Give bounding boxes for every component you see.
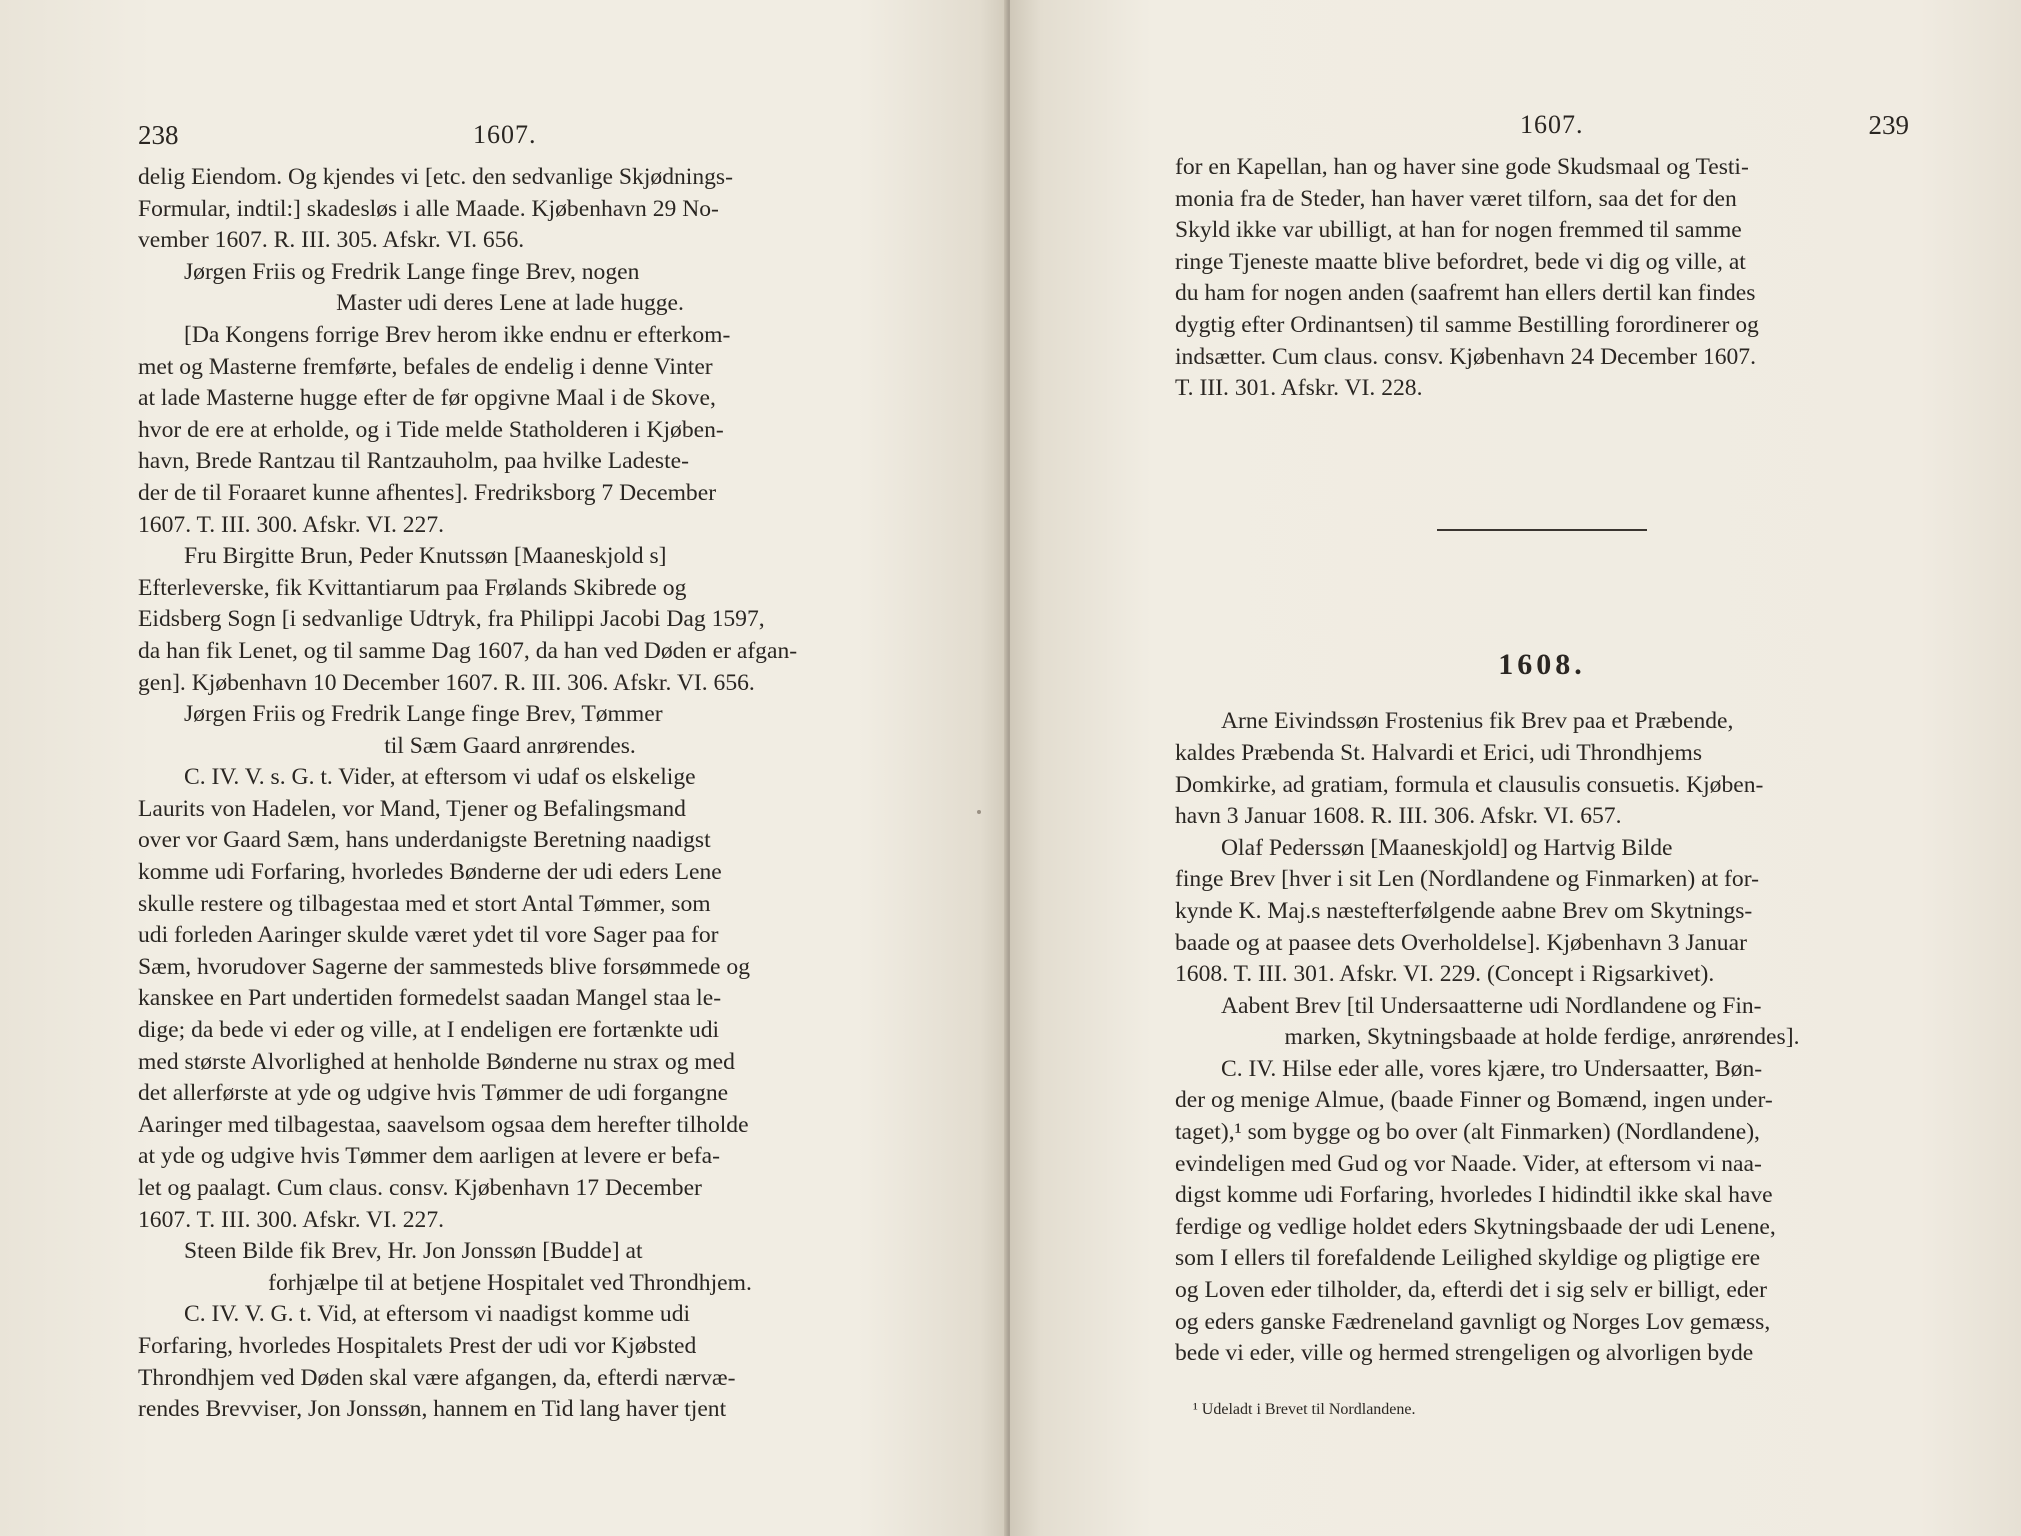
page-number: 239	[1868, 110, 1909, 140]
text-line: dige; da bede vi eder og ville, at I endeligen ere fortænkte udi	[138, 1017, 720, 1044]
text-line: let og paalagt. Cum claus. consv. Kjøbenhavn 17 December	[138, 1175, 702, 1201]
entry-heading: Master udi deres Lene at lade hugge.	[336, 290, 684, 317]
text-line: komme udi Forfaring, hvorledes Bønderne der udi eders Lene	[138, 859, 722, 886]
text-line: Skyld ikke var ubilligt, at han for nogen fremmed til samme	[1175, 217, 1742, 244]
text-line: havn 3 Januar 1608. R. III. 306. Afskr. VI. 657.	[1175, 803, 1622, 830]
text-line: Formular, indtil:] skadesløs i alle Maade. Kjøbenhavn 29 No-	[138, 195, 719, 222]
text-line: og eders ganske Fædreneland gavnligt og Norges Lov gemæss,	[1175, 1308, 1771, 1335]
entry-heading: Aabent Brev [til Undersaatterne udi Nordlandene og Fin-	[1221, 992, 1762, 1019]
text-line: for en Kapellan, han og haver sine gode Skudsmaal og Testi-	[1175, 154, 1749, 180]
text-line: Sæm, hvorudover Sagerne der sammesteds blive forsømmede og	[138, 953, 750, 980]
entry-heading: Jørgen Friis og Fredrik Lange finge Brev, nogen	[184, 258, 640, 285]
entry-heading: Fru Birgitte Brun, Peder Knutssøn [Maaneskjold s]	[184, 543, 667, 570]
entry-heading: forhjælpe til at betjene Hospitalet ved Throndhjem.	[268, 1269, 752, 1296]
text-line: at lade Masterne hugge efter de før opgivne Maal i de Skove,	[138, 385, 716, 412]
text-line: rendes Brevviser, Jon Jonssøn, hannem en Tid lang haver tjent	[138, 1396, 727, 1423]
right-page-header	[1175, 102, 1909, 152]
text-line: T. III. 301. Afskr. VI. 228.	[1175, 375, 1423, 402]
text-line: taget),¹ som bygge og bo over (alt Finmarken) (Nordlandene),	[1175, 1119, 1760, 1146]
text-line: kanskee en Part undertiden formedelst saadan Mangel staa le-	[138, 985, 722, 1012]
text-line: Forfaring, hvorledes Hospitalets Prest der udi vor Kjøbsted	[138, 1332, 697, 1359]
text-line: over vor Gaard Sæm, hans underdanigste Beretning naadigst	[138, 827, 711, 854]
text-line: Domkirke, ad gratiam, formula et clausulis consuetis. Kjøben-	[1175, 771, 1764, 798]
text-line: monia fra de Steder, han haver været tilforn, saa det for den	[1175, 185, 1737, 212]
text-line: 1607. T. III. 300. Afskr. VI. 227.	[138, 1206, 445, 1233]
text-line: C. IV. V. G. t. Vid, at eftersom vi naadigst komme udi	[184, 1301, 691, 1328]
footnote: ¹ Udeladt i Brevet til Nordlandene.	[1193, 1400, 1416, 1418]
text-line: digst komme udi Forfaring, hvorledes I hidindtil ikke skal have	[1175, 1182, 1773, 1209]
text-line: ferdige og vedlige holdet eders Skytningsbaade der udi Lenene,	[1175, 1213, 1776, 1240]
running-year: 1607.	[1520, 110, 1584, 139]
page-number: 238	[138, 120, 179, 150]
text-line: og Loven eder tilholder, da, efterdi det i sig selv er billigt, eder	[1175, 1277, 1767, 1304]
text-line: Eidsberg Sogn [i sedvanlige Udtryk, fra Philippi Jacobi Dag 1597,	[138, 606, 765, 633]
text-line: da han fik Lenet, og til samme Dag 1607, da han ved Døden er afgan-	[138, 637, 798, 664]
text-line: Aaringer med tilbagestaa, saavelsom ogsaa dem herefter tilholde	[138, 1111, 749, 1138]
text-line: det allerførste at yde og udgive hvis Tømmer de udi forgangne	[138, 1080, 729, 1107]
text-line: Laurits von Hadelen, vor Mand, Tjener og Befalingsmand	[138, 795, 686, 822]
left-page-body	[138, 162, 882, 1426]
entry-heading: til Sæm Gaard anrørendes.	[384, 732, 636, 759]
text-line: evindeligen med Gud og vor Naade. Vider, at eftersom vi naa-	[1175, 1150, 1762, 1177]
text-line: kynde K. Maj.s næstefterfølgende aabne Brev om Skytnings-	[1175, 897, 1753, 924]
text-line: havn, Brede Rantzau til Rantzauholm, paa hvilke Ladeste-	[138, 448, 689, 475]
text-line: udi forleden Aaringer skulde været ydet til vore Sager paa for	[138, 922, 719, 949]
text-line: 1608. T. III. 301. Afskr. VI. 229. (Concept i Rigsarkivet).	[1175, 961, 1715, 988]
text-line: hvor de ere at erholde, og i Tide melde Statholderen i Kjøben-	[138, 416, 724, 443]
entry-heading: Olaf Pederssøn [Maaneskjold] og Hartvig Bilde	[1221, 834, 1673, 861]
text-line: at yde og udgive hvis Tømmer dem aarligen at levere er befa-	[138, 1143, 720, 1170]
section-year-heading: 1608.	[1498, 647, 1586, 681]
text-line: Throndhjem ved Døden skal være afgangen, da, efterdi nærvæ-	[138, 1364, 736, 1391]
text-line: der de til Foraaret kunne afhentes]. Fredriksborg 7 December	[138, 479, 717, 506]
text-line: Efterleverske, fik Kvittantiarum paa Frølands Skibrede og	[138, 574, 687, 601]
text-line: som I ellers til forefaldende Leilighed skyldige og pligtige ere	[1175, 1245, 1761, 1272]
text-line: du ham for nogen anden (saafremt han ellers dertil kan findes	[1175, 280, 1756, 307]
text-line: [Da Kongens forrige Brev herom ikke endnu er efterkom-	[184, 321, 731, 348]
text-line: der og menige Almue, (baade Finner og Bomænd, ingen under-	[1175, 1087, 1773, 1114]
section-divider	[1437, 529, 1647, 531]
text-line: baade og at paasee dets Overholdelse]. Kjøbenhavn 3 Januar	[1175, 929, 1747, 956]
entry-heading: marken, Skytningsbaade at holde ferdige, anrørendes].	[1284, 1024, 1800, 1051]
running-year: 1607.	[473, 120, 537, 149]
text-line: skulle restere og tilbagestaa med et stort Antal Tømmer, som	[138, 890, 711, 917]
entry-heading: Jørgen Friis og Fredrik Lange finge Brev, Tømmer	[184, 701, 663, 728]
text-line: finge Brev [hver i sit Len (Nordlandene og Finmarken) at for-	[1175, 866, 1759, 893]
text-line: ringe Tjeneste maatte blive befordret, bede vi dig og ville, at	[1175, 248, 1746, 275]
text-line: indsætter. Cum claus. consv. Kjøbenhavn 24 December 1607.	[1175, 343, 1756, 370]
text-line: C. IV. Hilse eder alle, vores kjære, tro Undersaatter, Bøn-	[1221, 1055, 1763, 1082]
text-line: gen]. Kjøbenhavn 10 December 1607. R. III. 306. Afskr. VI. 656.	[138, 669, 755, 696]
text-line: dygtig efter Ordinantsen) til samme Bestilling forordinerer og	[1175, 311, 1759, 338]
entry-heading: Steen Bilde fik Brev, Hr. Jon Jonssøn [Budde] at	[184, 1238, 643, 1265]
text-line: C. IV. V. s. G. t. Vider, at eftersom vi udaf os elskelige	[184, 764, 696, 791]
left-page-header	[138, 112, 882, 162]
right-page-body	[1175, 152, 1909, 1425]
entry-heading: Arne Eivindssøn Frostenius fik Brev paa et Præbende,	[1221, 708, 1734, 735]
text-line: met og Masterne fremførte, befales de endelig i denne Vinter	[138, 353, 713, 380]
text-line: vember 1607. R. III. 305. Afskr. VI. 656.	[138, 227, 525, 254]
right-page	[1010, 0, 2021, 1536]
paper-speck	[977, 810, 981, 814]
text-line: bede vi eder, ville og hermed strengeligen og alvorligen byde	[1175, 1340, 1754, 1367]
text-line: 1607. T. III. 300. Afskr. VI. 227.	[138, 511, 445, 538]
text-line: med største Alvorlighed at henholde Bønderne nu strax og med	[138, 1048, 735, 1075]
text-line: kaldes Præbenda St. Halvardi et Erici, udi Throndhjems	[1175, 739, 1703, 766]
left-page	[0, 0, 1010, 1536]
text-line: delig Eiendom. Og kjendes vi [etc. den sedvanlige Skjødnings-	[138, 164, 733, 190]
